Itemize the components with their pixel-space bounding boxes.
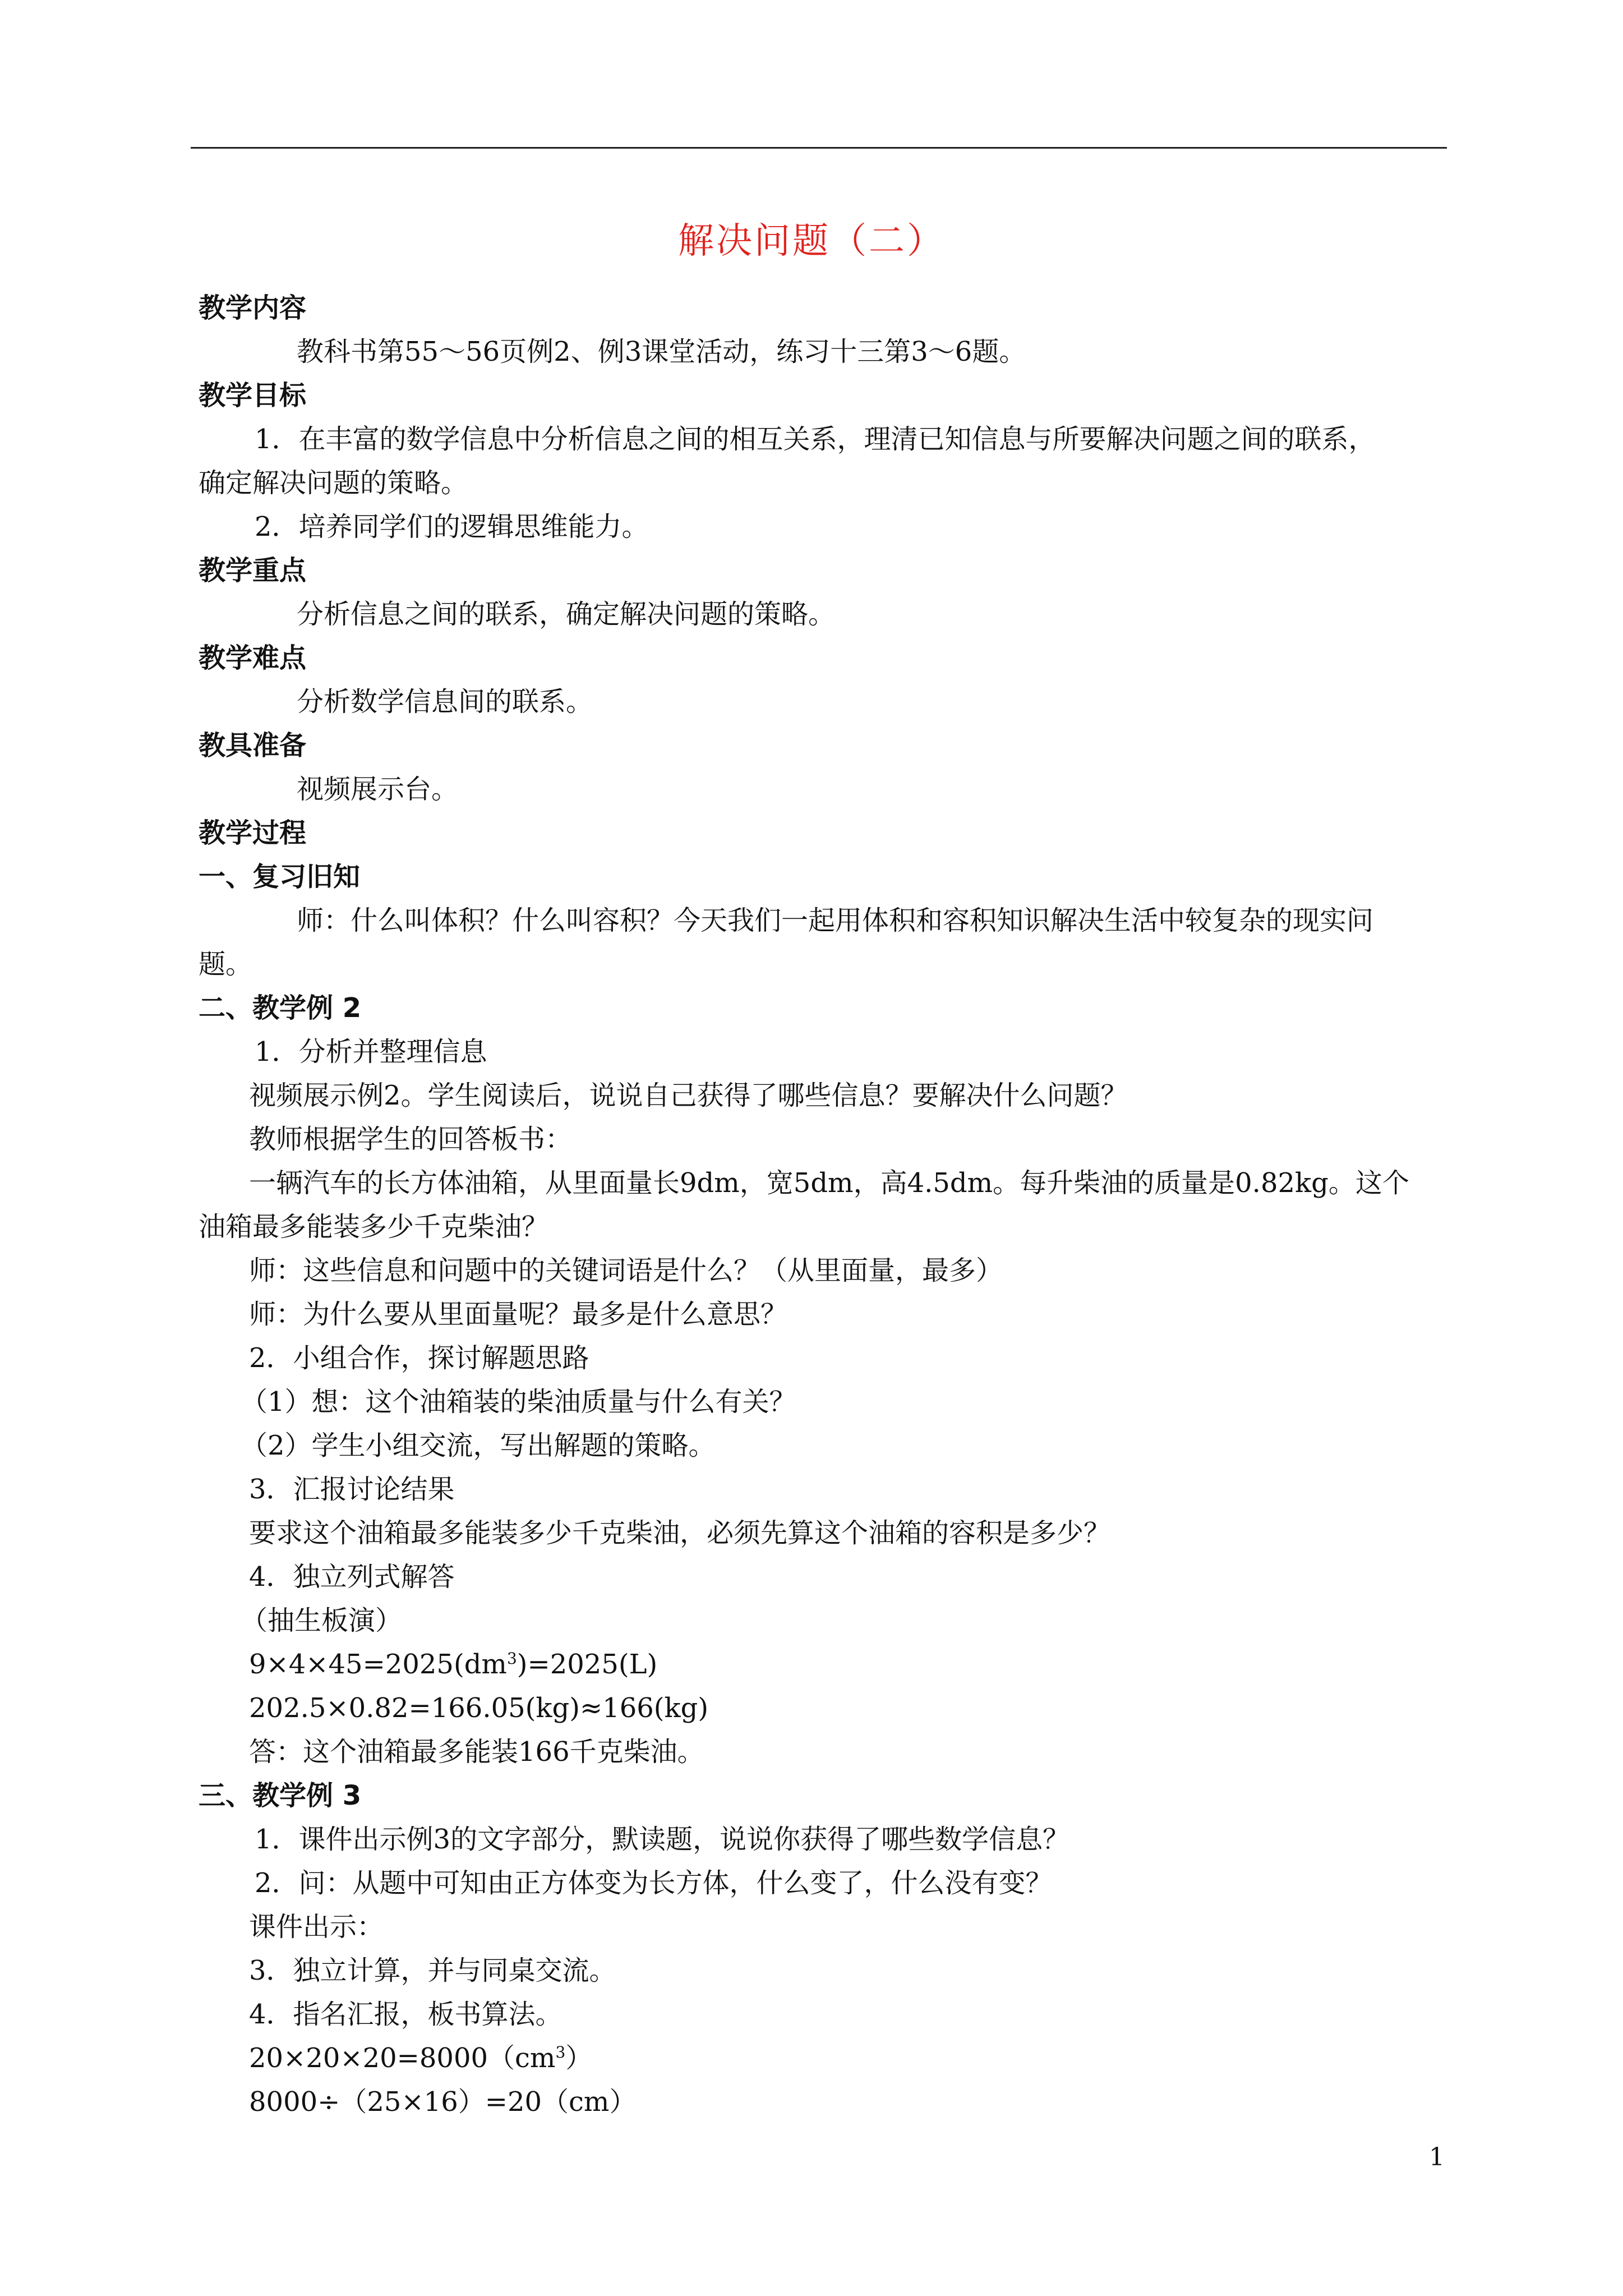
page-title: 解决问题（二） (678, 220, 945, 262)
section-heading-process: 教学过程 (199, 817, 307, 849)
section-heading-key-point: 教学重点 (199, 555, 307, 586)
part-1-heading: 一、复习旧知 (199, 861, 361, 892)
part-2-line: （抽生板演） (241, 1605, 403, 1636)
part-2-step-2: 2．小组合作，探讨解题思路 (249, 1342, 589, 1374)
formula-superscript: 3 (555, 2043, 566, 2062)
part-1-text: 师：什么叫体积？什么叫容积？今天我们一起用体积和容积知识解决生活中较复杂的现实问 (297, 905, 1374, 936)
objective-1: 1．在丰富的数学信息中分析信息之间的相互关系，理清已知信息与所要解决问题之间的联系， (255, 424, 1376, 455)
part-2-heading: 二、教学例 2 (199, 992, 362, 1024)
formula-superscript: 3 (506, 1649, 517, 1668)
part-2-line: 要求这个油箱最多能装多少千克柴油，必须先算这个油箱的容积是多少？ (249, 1517, 1111, 1549)
part-2-formula-2: 202.5×0.82=166.05(kg)≈166(kg) (249, 1692, 709, 1724)
section-heading-tools: 教具准备 (199, 730, 307, 761)
part-2-line: 师：为什么要从里面量呢？最多是什么意思？ (249, 1299, 788, 1330)
section-heading-content: 教学内容 (199, 292, 307, 324)
part-2-line: 教师根据学生的回答板书： (249, 1124, 573, 1155)
part-3-heading: 三、教学例 3 (199, 1780, 362, 1811)
part-2-line: 视频展示例2。学生阅读后，说说自己获得了哪些信息？要解决什么问题？ (249, 1080, 1128, 1111)
page-number: 1 (1429, 2143, 1445, 2171)
part-2-answer: 答：这个油箱最多能装166千克柴油。 (249, 1736, 704, 1768)
part-2-line: （1）想：这个油箱装的柴油质量与什么有关？ (241, 1386, 796, 1418)
part-3-step-2: 2．问：从题中可知由正方体变为长方体，什么变了，什么没有变？ (255, 1867, 1053, 1899)
part-2-step-3: 3．汇报讨论结果 (249, 1474, 455, 1505)
part-3-formula-2: 8000÷（25×16）=20（cm） (249, 2086, 637, 2118)
formula-text: 9×4×45=2025(dm (249, 1649, 507, 1680)
part-2-problem: 一辆汽车的长方体油箱，从里面量长9dm，宽5dm，高4.5dm。每升柴油的质量是0.82kg。这个 (249, 1167, 1409, 1199)
difficulty-text: 分析数学信息间的联系。 (297, 686, 593, 717)
formula-text: )=2025(L) (517, 1649, 658, 1680)
part-2-step-1: 1．分析并整理信息 (255, 1036, 487, 1068)
content-text: 教科书第55～56页例2、例3课堂活动，练习十三第3～6题。 (297, 336, 1026, 367)
document-body (199, 286, 1449, 2124)
objective-1-continued: 确定解决问题的策略。 (199, 467, 468, 499)
part-3-step-3: 3．独立计算，并与同桌交流。 (249, 1955, 616, 1986)
part-2-formula-1 (199, 1642, 1449, 1686)
part-1-text-continued: 题。 (199, 949, 253, 980)
header-rule (191, 147, 1447, 149)
tools-text: 视频展示台。 (297, 774, 459, 805)
part-2-step-4: 4．独立列式解答 (249, 1561, 455, 1593)
part-3-line: 课件出示： (249, 1911, 384, 1943)
part-3-step-4: 4．指名汇报，板书算法。 (249, 1999, 562, 2030)
part-2-problem-continued: 油箱最多能装多少千克柴油？ (199, 1211, 549, 1243)
section-heading-difficulty: 教学难点 (199, 642, 307, 674)
objective-2: 2．培养同学们的逻辑思维能力。 (255, 511, 649, 542)
key-point-text: 分析信息之间的联系，确定解决问题的策略。 (297, 599, 836, 630)
formula-text: 20×20×20=8000（cm (249, 2042, 556, 2074)
part-3-formula-1 (199, 2036, 1449, 2080)
part-2-line: （2）学生小组交流，写出解题的策略。 (241, 1430, 716, 1461)
formula-text: ） (565, 2042, 593, 2074)
part-3-step-1: 1．课件出示例3的文字部分，默读题，说说你获得了哪些数学信息？ (255, 1824, 1070, 1855)
section-heading-objectives: 教学目标 (199, 380, 307, 411)
part-2-line: 师：这些信息和问题中的关键词语是什么？（从里面量，最多） (249, 1255, 1003, 1286)
